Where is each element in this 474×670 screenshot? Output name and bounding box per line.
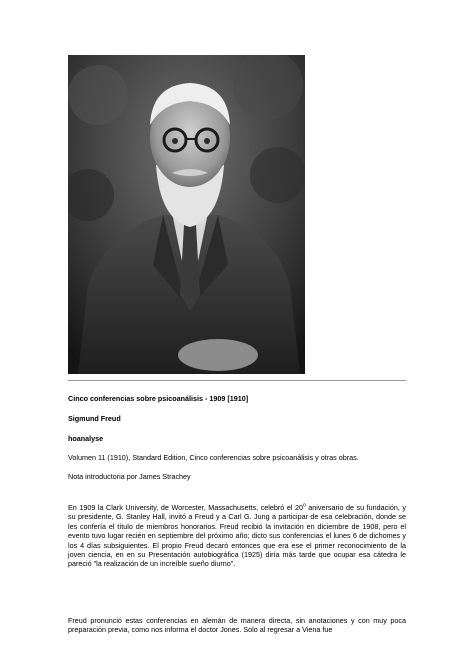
document-author: Sigmund Freud bbox=[68, 414, 121, 423]
document-source: hoanalyse bbox=[68, 434, 104, 443]
portrait-illustration bbox=[68, 55, 305, 374]
section-divider bbox=[68, 380, 406, 381]
introductory-note: Nota introductoria por James Strachey bbox=[68, 472, 191, 481]
document-title: Cinco conferencias sobre psicoanálisis - 1909 [1910] bbox=[68, 394, 249, 403]
paragraph-1-superscript: o bbox=[302, 502, 306, 509]
document-edition: Volumen 11 (1910), Standard Edition, Cinco conferencias sobre psicoanálisis y otras obras. bbox=[68, 453, 359, 462]
portrait-photo bbox=[68, 55, 305, 374]
paragraph-2: Freud pronunció estas conferencias en alemán de manera directa, sin anotaciones y con muy poca preparación previa, como nos informa el doctor Jones. Solo al regresar a Viena fue bbox=[68, 616, 406, 635]
paragraph-1-start: En 1909 la Clark University, de Worcester, Massachusetts, celebró el 20 bbox=[68, 503, 303, 512]
paragraph-1 bbox=[68, 503, 406, 569]
paragraph-1-rest: aniversario de su fundación, y su presidente, G. Stanley Hall, invitó a Freud y a Carl G. Jung a participar de esa celebración, donde se les confería el título de miembros honorarios. Freud recibió la invitación en diciembre de 1908, pero el evento tuvo lugar recién en septiembre del próximo año; dicto sus conferencias el lunes 6 de dichomes y los 4 días subsiguientes. El propio Freud decaró entonces que era ese el primer reconocimiento de la joven ciencia, en en su Presentación autobiográfica (1925) diría más tarde que ocupar esa cátedra le pareció "la realización de un increíble sueño diurno". bbox=[68, 503, 406, 569]
